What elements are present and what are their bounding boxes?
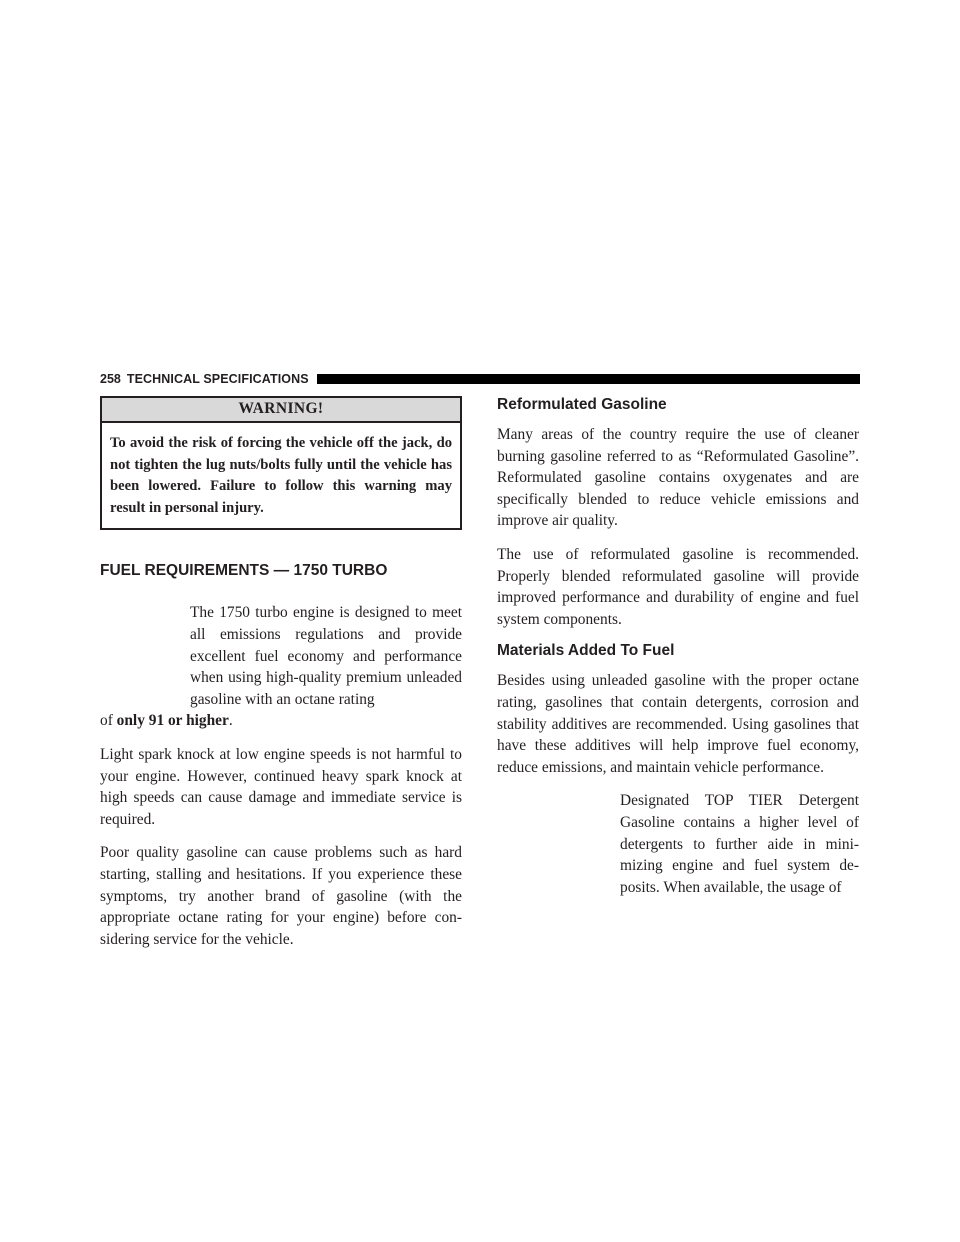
header-rule — [317, 374, 860, 384]
left-column — [100, 396, 462, 962]
octane-prefix: of — [100, 712, 117, 730]
fuel-requirements-heading: FUEL REQUIREMENTS — 1750 TURBO — [100, 562, 388, 580]
octane-rating-bold: only 91 or higher — [116, 712, 229, 730]
octane-rating-line — [100, 710, 462, 732]
materials-paragraph: Besides using unleaded gasoline with the proper octane rating, gasolines that contain detergents, corrosion and stability additives are recommended. Using gasolines that have these additives will help improve fuel economy, reduce emissions, and maintain vehicle performance. — [497, 672, 859, 776]
warning-text: To avoid the risk of forcing the vehicle off the jack, do not tighten the lug nuts/bolts fully until the vehicle has been lowered. Failure to follow this warning may result in personal injury. — [110, 435, 452, 516]
fuel-intro-indented: The 1750 turbo engine is designed to meet all emissions regulations and provide excellent fuel economy and performance when using high-quality premium unleaded gasoline with an octane rating — [190, 604, 462, 708]
warning-box — [100, 396, 462, 530]
page-number: 258 — [100, 372, 121, 386]
reformulated-paragraph-2: The use of reformulated gasoline is recommended. Properly blended reformulated gasoline will provide improved performance and durability of engine and fuel system components. — [497, 545, 859, 628]
materials-added-heading: Materials Added To Fuel — [497, 642, 675, 660]
page-header — [100, 372, 860, 386]
top-tier-indented: Designated TOP TIER Detergent Gasoline contains a higher level of detergents to further aide in minimizing engine and fuel system deposits. When available, the usage of — [620, 792, 859, 896]
right-column — [497, 396, 859, 898]
reformulated-paragraph-1: Many areas of the country require the use of cleaner burning gasoline referred to as “Reformulated Gasoline”. Reformulated gasoline contains oxygenates and are specifically blended to reduce vehicle emissions and improve air quality. — [497, 426, 859, 530]
octane-suffix: . — [228, 712, 233, 730]
warning-title: WARNING! — [102, 398, 460, 423]
spark-knock-paragraph: Light spark knock at low engine speeds is not harmful to your engine. However, continued heavy spark knock at high speeds can cause damage and immediate service is required. — [100, 745, 462, 828]
poor-quality-paragraph: Poor quality gasoline can cause problems such as hard starting, stalling and hesitations. If you experience these symptoms, try another brand of gasoline (with the appropriate octane rating for your engine) before considering service for the vehicle. — [100, 844, 462, 948]
section-title: TECHNICAL SPECIFICATIONS — [126, 372, 309, 386]
reformulated-gasoline-heading: Reformulated Gasoline — [497, 396, 667, 413]
